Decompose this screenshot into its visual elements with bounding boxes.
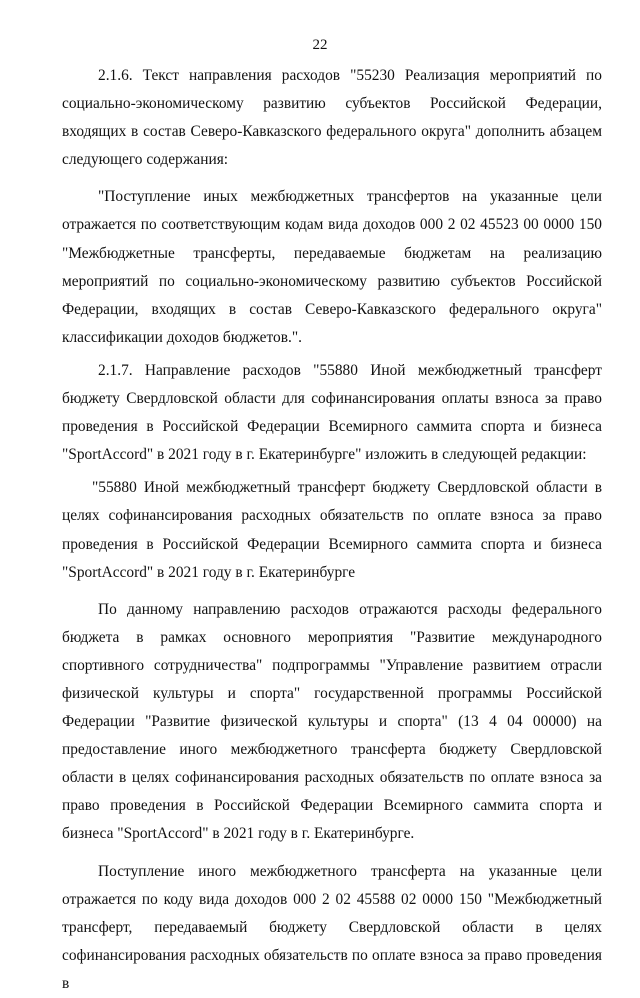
paragraph-2-1-6: 2.1.6. Текст направления расходов "55230 Реализация мероприятий по социально-экономическому развитию субъектов Российской Федерации, входящих в состав Северо-Кавказского федерального округа" дополнить абзацем следующего содержания: xyxy=(62,67,602,169)
paragraph-2-1-7: 2.1.7. Направление расходов "55880 Иной межбюджетный трансферт бюджету Свердловской области для софинансирования оплаты взноса за право проведения в Российской Федерации Всемирного саммита спорта и бизнеса "SportAccord" в 2021 году в г. Екатеринбурге" изложить в следующей редакции: xyxy=(62,361,602,464)
paragraph-expenses-description: По данному направлению расходов отражаются расходы федерального бюджета в рамках основного мероприятия "Развитие международного спортивного сотрудничества" подпрограммы "Управление развитием отрасли физической культуры и спорта" государственной программы Российской Федерации "Развитие физической культуры и спорта" (13 4 04 00000) на предоставление иного межбюджетного трансферта бюджету Свердловской области в целях софинансирования расходных обязательств по оплате взноса за право проведения в Российской Федерации Всемирного саммита спорта и бизнеса "SportAccord" в 2021 году в г. Екатеринбурге. xyxy=(62,600,602,843)
paragraph-quote-55880: "55880 Иной межбюджетный трансферт бюджету Свердловской области в целях софинансирования расходных обязательств по оплате взноса за право проведения в Российской Федерации Всемирного саммита спорта и бизнеса "SportAccord" в 2021 году в г. Екатеринбурге xyxy=(62,479,602,581)
document-body xyxy=(62,62,602,998)
paragraph-quote-receipts-55523: "Поступление иных межбюджетных трансфертов на указанные цели отражается по соответствующим кодам вида доходов 000 2 02 45523 00 0000 150 "Межбюджетные трансферты, передаваемые бюджетам на реализацию мероприятий по социально-экономическому развитию субъектов Российской Федерации, входящих в состав Северо-Кавказского федерального округа" классификации доходов бюджетов.". xyxy=(62,188,602,346)
page-number: 22 xyxy=(312,37,328,53)
paragraph-receipts-45588: Поступление иного межбюджетного трансферта на указанные цели отражается по коду вида доходов 000 2 02 45588 02 0000 150 "Межбюджетный трансферт, передаваемый бюджету Свердловской области в целях софинансирования расходных обязательств по оплате взноса за право проведения в xyxy=(62,862,602,992)
